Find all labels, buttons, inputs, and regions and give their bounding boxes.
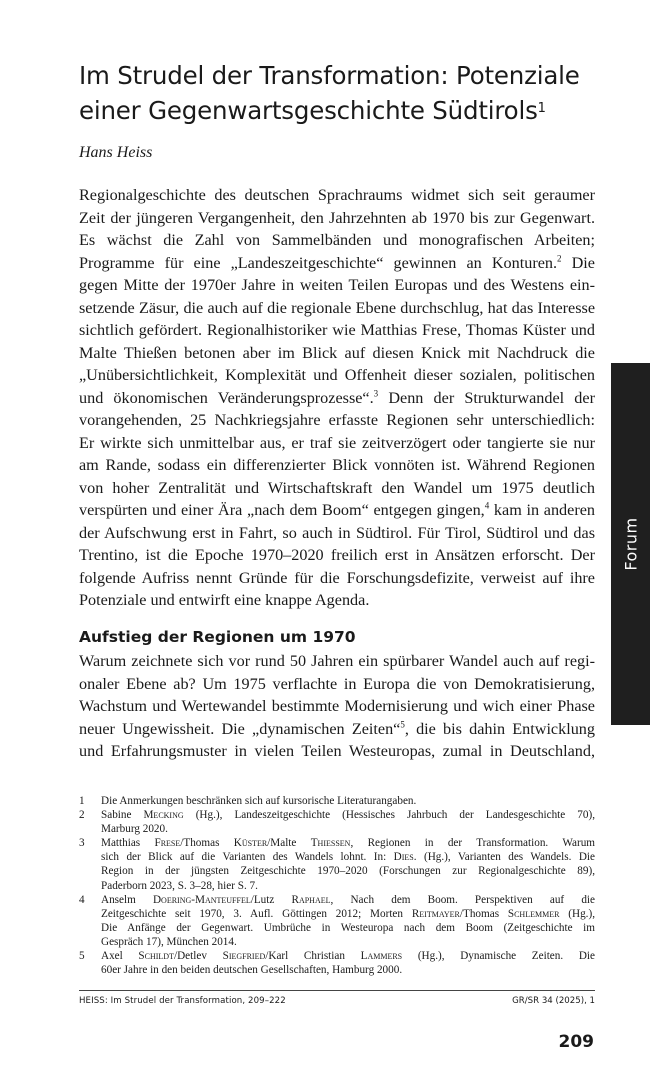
author-surname: Lammers <box>360 950 403 963</box>
author-surname: Doering-Manteuffel <box>152 893 251 906</box>
footnote-text <box>101 949 595 977</box>
article-title <box>79 58 599 128</box>
text-line: Wachstum und Wertewandel bestimmte Modernisierung und wich einer Phase <box>79 697 595 715</box>
section-heading: Aufstieg der Regionen um 1970 <box>79 628 356 646</box>
footnote-line <box>101 836 595 850</box>
text-segment: sich der Blick auf die Varianten des Wandels lohnt. In: <box>101 851 394 864</box>
text-line: und Erfahrungsmuster in vielen Teilen Westeuropas, zumal in Deutschland, <box>79 742 595 760</box>
text-segment: verspürten und einer Ära „nach dem Boom“ entgegen gingen, <box>79 501 485 519</box>
footnote-text <box>101 836 595 892</box>
page-number: 209 <box>558 1032 594 1052</box>
footnote <box>79 836 595 892</box>
footnote <box>79 949 595 977</box>
text-line: Er wirkte sich unmittelbar aus, er traf sie zeitverzögert oder tangierte sie nur <box>79 433 595 452</box>
text-segment: Denn der Strukturwandel der <box>378 388 595 407</box>
text-line: onaler Ebene ab? Um 1975 verflachte in Europa die von Demokratisierung, <box>79 674 595 693</box>
author-surname: Schildt <box>138 950 174 963</box>
footnote-text <box>101 893 595 949</box>
text-line: gegen Mitte der 1970er Jahre in weiten Teilen Europas und des Westens ein- <box>79 276 595 294</box>
footnote-number: 3 <box>79 837 85 850</box>
footnote-ref[interactable]: 3 <box>373 388 379 399</box>
text-segment: . (Hg.), Varianten des Wandels. Die <box>413 851 595 864</box>
footnote-number: 1 <box>79 795 85 807</box>
text-line <box>79 252 595 275</box>
author-surname: Mecking <box>143 809 184 822</box>
text-segment: /Karl Christian <box>265 950 361 963</box>
text-line <box>79 718 595 741</box>
text-segment: Programme für eine „Landeszeitgeschichte“ gewinnen an Konturen. <box>79 253 558 272</box>
footnote-line: 60er Jahre in den beiden deutschen Gesellschaften, Hamburg 2000. <box>101 964 403 977</box>
section-tab <box>611 363 650 725</box>
text-segment: /Thomas <box>180 837 234 850</box>
text-line: der Aufschwung erst in Fahrt, so auch in Südtirol. Für Tirol, Südtirol und das <box>79 523 595 542</box>
footnote-line: Paderborn 2023, S. 3–28, hier S. 7. <box>101 879 258 892</box>
footnote-line <box>101 850 595 864</box>
author-surname: Schlemmer <box>507 907 560 920</box>
text-segment: neuer Ungewissheit. Die „dynamischen Zeiten“ <box>79 719 401 738</box>
footnote-line <box>101 808 595 822</box>
title-line-2: einer Gegenwartsgeschichte Südtirols <box>79 96 538 125</box>
text-line: am Rande, sodass ein differenzierter Blick vonnöten ist. Während Regionen <box>79 456 595 474</box>
footnote-ref[interactable]: 5 <box>400 719 405 730</box>
text-segment: , Nach dem Boom. Perspektiven auf die <box>330 893 595 906</box>
title-footnote-ref[interactable]: 1 <box>537 101 546 116</box>
footnote-line: Gespräch 17), München 2014. <box>101 935 237 948</box>
text-line: sichtlich gefördert. Regionalhistoriker wie Matthias Frese, Thomas Küster und <box>79 321 595 339</box>
section-tab-label: Forum <box>621 517 640 571</box>
footnote-number: 5 <box>79 950 85 963</box>
footnote-line: Region in der jüngsten Zeitgeschichte 1970–2020 (Forschungen zur Regionalgeschichte 89), <box>101 865 595 878</box>
text-segment: , die bis dahin Entwicklung <box>404 719 595 738</box>
text-segment: Zeitgeschichte seit 1970, 3. Aufl. Göttingen 2012; Morten <box>101 907 412 920</box>
author-surname: Raphael <box>291 893 331 906</box>
author-surname: Frese <box>154 837 181 850</box>
text-segment: Die <box>561 253 595 272</box>
text-segment: /Detlev <box>173 950 223 963</box>
text-line: Malte Thießen betonen aber im Blick auf diesen Knick mit Nachdruck die <box>79 343 595 362</box>
text-line: Es wächst die Zahl von Sammelbänden und monografischen Arbeiten; <box>79 231 595 249</box>
text-segment: /Lutz <box>250 893 292 906</box>
footnote-ref[interactable]: 2 <box>557 253 562 264</box>
footnote-line: Die Anfänge der Gegenwart. Umbrüche in Westeuropa nach dem Boom (Zeitgeschichte im <box>101 921 595 934</box>
footnote <box>79 794 595 808</box>
text-line: von hoher Zentralität und Wirtschaftskraft den Wandel um 1975 deutlich <box>79 478 595 497</box>
text-segment: kam in anderen <box>489 501 596 519</box>
body-paragraph <box>79 184 595 612</box>
text-line <box>79 387 595 410</box>
text-line: Potenziale und entwirft eine knappe Agenda. <box>79 591 370 609</box>
section <box>79 626 595 763</box>
text-line: Warum zeichnete sich vor rund 50 Jahren ein spürbarer Wandel auch auf regi- <box>79 652 595 670</box>
text-segment: Sabine <box>101 809 144 822</box>
title-line-1: Im Strudel der Transformation: Potenziale <box>79 61 580 90</box>
text-line <box>79 499 595 522</box>
footnote-text <box>101 794 595 808</box>
author-name: Hans Heiss <box>79 144 153 161</box>
text-segment: (Hg.), Landeszeitgeschichte (Hessisches Jahrbuch der Landesgeschichte 70), <box>183 809 595 822</box>
footnote-line: Marburg 2020. <box>101 823 168 836</box>
footnote-line <box>101 949 595 963</box>
footnotes <box>79 794 595 977</box>
text-line: setzende Zäsur, die auch auf die regionale Ebene durchschlug, hat das Interesse <box>79 298 595 317</box>
running-footer-journal: GR/SR 34 (2025), 1 <box>512 996 595 1006</box>
text-segment: , Regionen in der Transformation. Warum <box>350 837 595 850</box>
text-line: vorangehenden, 25 Nachkriegsjahre erfasste Regionen sehr unterschiedlich: <box>79 411 595 429</box>
author-surname: Reitmayer <box>411 907 460 920</box>
section-paragraph <box>79 650 595 763</box>
text-line: Regionalgeschichte des deutschen Sprachraums widmet sich seit geraumer <box>79 186 595 204</box>
text-line: Zeit der jüngeren Vergangenheit, den Jahrzehnten ab 1970 bis zur Gegenwart. <box>79 208 595 227</box>
text-line: „Unübersichtlichkeit, Komplexität und Offenheit dieser sozialen, politischen <box>79 366 595 384</box>
footer-divider <box>79 990 595 991</box>
text-segment: Axel <box>101 950 139 963</box>
author-surname: Küster <box>233 837 268 850</box>
footnote-line: Die Anmerkungen beschränken sich auf kursorische Literaturangaben. <box>101 795 417 807</box>
author-surname: Siegfried <box>222 950 266 963</box>
footnote-number: 2 <box>79 809 85 822</box>
text-segment: Matthias <box>101 837 155 850</box>
footnote <box>79 808 595 836</box>
footnote <box>79 893 595 949</box>
author-surname: Thiessen <box>310 837 351 850</box>
text-line: folgende Aufriss nennt Gründe für die Forschungsdefizite, verweist auf ihre <box>79 568 595 587</box>
running-footer-title: HEISS: Im Strudel der Transformation, 209–222 <box>79 996 286 1006</box>
text-segment: /Thomas <box>459 907 508 920</box>
text-segment: /Malte <box>267 837 311 850</box>
text-segment: (Hg.), <box>559 907 595 920</box>
text-line: Trentino, ist die Epoche 1970–2020 freilich erst in Ansätzen erforscht. Der <box>79 546 595 564</box>
footnote-text <box>101 808 595 836</box>
footnote-number: 4 <box>79 893 85 906</box>
author-surname: Dies <box>393 851 414 864</box>
footnote-line <box>101 907 595 921</box>
text-segment: und ökonomischen Veränderungsprozesse“. <box>79 388 374 407</box>
text-segment: Anselm <box>101 893 153 906</box>
footnote-ref[interactable]: 4 <box>484 500 490 511</box>
text-segment: (Hg.), Dynamische Zeiten. Die <box>402 950 595 963</box>
footnote-line <box>101 893 595 907</box>
